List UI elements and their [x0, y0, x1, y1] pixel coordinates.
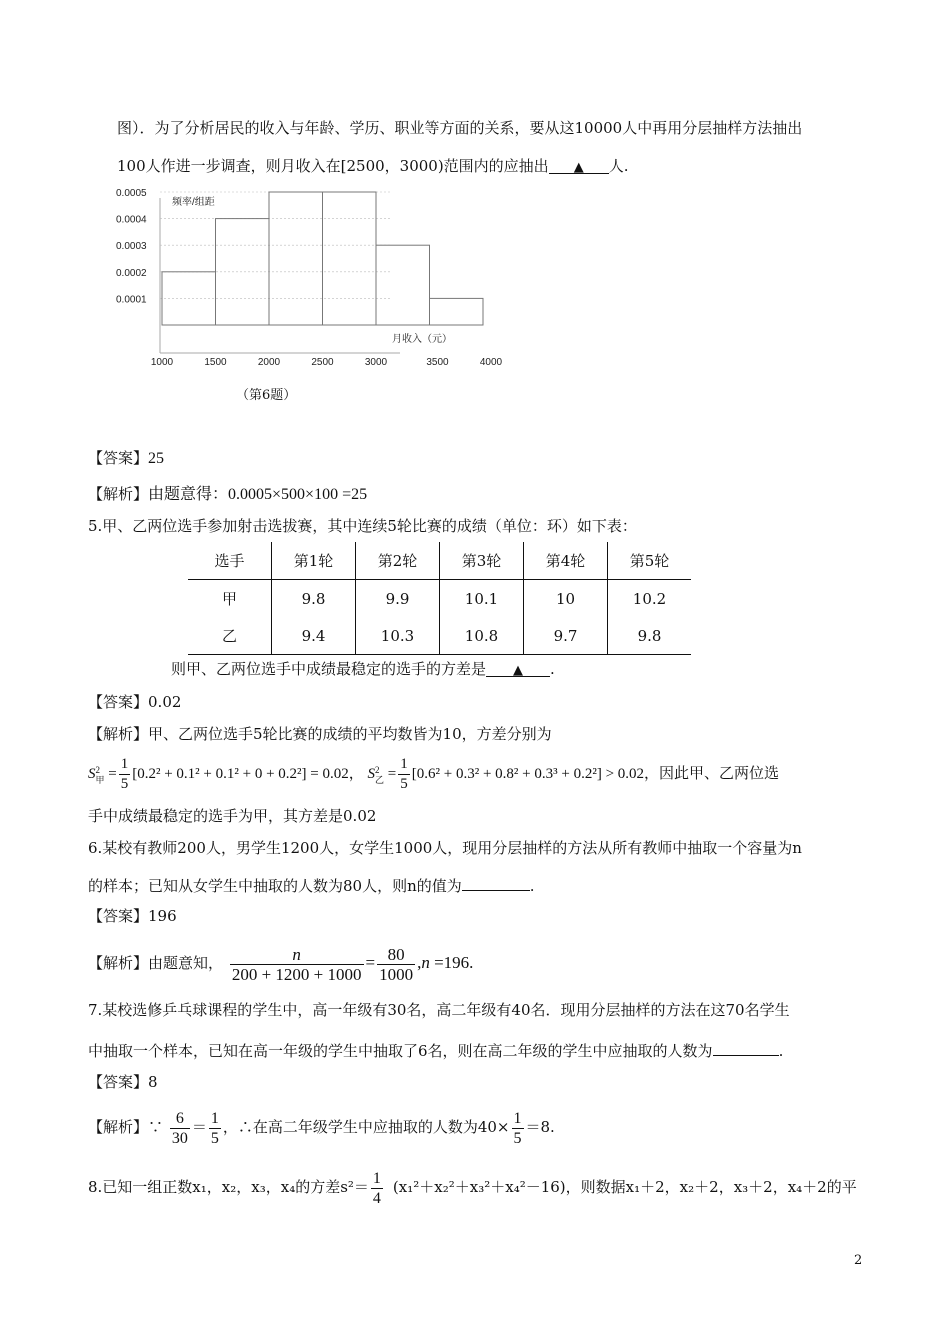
x-tick-label: 3000	[364, 357, 388, 368]
chart-root	[116, 188, 503, 368]
q4-analysis	[88, 484, 367, 505]
table-cell: 9.8	[272, 580, 356, 618]
scores-table-header	[188, 542, 691, 580]
table-cell: 10.2	[608, 580, 692, 618]
table-header-cell: 第5轮	[608, 542, 692, 580]
table-cell: 9.7	[524, 617, 608, 655]
q5-question-end: .	[550, 660, 555, 678]
frac-num: n	[230, 945, 364, 965]
q5-question-text: 则甲、乙两位选手中成绩最稳定的选手的方差是	[171, 660, 487, 678]
q7-fraction-a	[170, 1109, 190, 1148]
var-sub-a: 甲	[95, 774, 105, 785]
frac-den: 5	[120, 776, 129, 793]
frac-den: 5	[513, 1129, 522, 1147]
answer-blank	[462, 873, 530, 891]
histogram-bar	[269, 192, 323, 325]
q8-fraction	[371, 1169, 383, 1208]
q5-answer-value: 0.02	[148, 693, 182, 711]
table-cell: 甲	[221, 590, 237, 608]
q4-analysis-text: 由题意得：0.0005×500×100 =25	[148, 486, 368, 503]
income-histogram	[110, 188, 503, 418]
eq-sign: ＝	[191, 1118, 207, 1136]
q4-answer-value: 25	[148, 450, 165, 467]
var-sup-b: 2	[375, 764, 380, 775]
q6-tail-var: n	[421, 953, 430, 972]
y-axis-label: 频率/组距	[172, 197, 215, 208]
table-row	[188, 617, 691, 655]
table-header-cell: 第3轮	[440, 542, 524, 580]
frac-den: 30	[171, 1129, 188, 1147]
q5-analysis	[88, 724, 552, 744]
x-tick-label: 2000	[257, 357, 281, 368]
x-tick-label: 4000	[479, 357, 503, 368]
q5-analysis-text: 甲、乙两位选手5轮比赛的成绩的平均数皆为10，方差分别为	[148, 725, 552, 743]
q7-answer	[88, 1072, 158, 1092]
x-tick-label: 3500	[426, 357, 449, 368]
q7-tail: ＝8.	[525, 1118, 555, 1136]
q7-stem-line-1: 7.某校选修乒乓球课程的学生中，高一年级有30名，高二年级有40名．现用分层抽样的方法在这70名学生	[88, 1001, 790, 1019]
histogram-bar	[430, 298, 484, 325]
table-header-cell: 选手	[188, 542, 272, 580]
q7-answer-label: 【答案】	[88, 1073, 149, 1091]
answer-blank	[486, 659, 550, 677]
q7-analysis-label: 【解析】	[88, 1118, 149, 1136]
y-tick-label: 0.0002	[116, 267, 147, 279]
frac-den: 200 + 1200 + 1000	[231, 964, 362, 984]
table-header-cell: 第4轮	[524, 542, 608, 580]
frac-den: 5	[400, 776, 408, 793]
table-cell: 10	[524, 580, 608, 618]
y-tick-label: 0.0004	[116, 214, 147, 226]
page-number: 2	[854, 1253, 863, 1268]
q6-tail-sep: ,	[417, 953, 422, 972]
q5-analysis-label: 【解析】	[88, 725, 149, 743]
q5-variance-formula	[88, 752, 779, 796]
intro-line-2-text: 100人作进一步调查，则月收入在[2500，3000)范围内的应抽出	[117, 157, 549, 175]
eq-sign: =	[108, 766, 117, 782]
y-tick-label: 0.0003	[116, 241, 147, 253]
separator: ，	[348, 766, 364, 782]
q8-stem-suffix: (x₁²＋x₂²＋x₃²＋x₄²－16)，则数据x₁＋2，x₂＋2，x₃＋2，x₄＋2的平	[392, 1178, 857, 1196]
q7-fraction-c	[512, 1109, 524, 1148]
q6-fraction-right	[377, 945, 415, 984]
q6-analysis-label: 【解析】	[88, 954, 149, 972]
q6-answer	[88, 906, 177, 926]
frac-den: 1000	[379, 964, 414, 984]
q4-answer-label: 【答案】	[88, 449, 149, 467]
x-tick-label: 1000	[150, 357, 174, 368]
frac-num: 1	[210, 1109, 219, 1127]
table-cell: 10.1	[440, 580, 524, 618]
intro-line-2	[117, 156, 628, 176]
formula-b: [0.6² + 0.3² + 0.8² + 0.3³ + 0.2²] > 0.02	[411, 766, 645, 782]
q5-answer	[88, 692, 181, 712]
q6-stem-text: 的样本；已知从女学生中抽取的人数为80人，则n的值为	[88, 877, 462, 895]
eq-sign: =	[387, 766, 397, 782]
frac-den: 4	[372, 1189, 381, 1207]
frac-den: 5	[210, 1129, 219, 1147]
eq-sign: =	[365, 953, 376, 972]
y-tick-label: 0.0005	[116, 188, 147, 199]
histogram-bar	[376, 245, 430, 325]
var-symbol-b: S	[367, 766, 376, 782]
q6-answer-label: 【答案】	[88, 907, 149, 925]
because-symbol: ∵	[148, 1118, 164, 1136]
q6-tail-value: =196.	[429, 953, 474, 972]
q8-stem	[88, 1164, 857, 1210]
frac-num: 1	[398, 755, 410, 775]
answer-blank	[713, 1038, 779, 1056]
frac-num: 1	[119, 755, 131, 775]
q4-analysis-label: 【解析】	[88, 485, 149, 503]
histogram-bar	[323, 192, 377, 325]
var-sub-b: 乙	[375, 774, 385, 785]
q6-stem-line-2	[88, 873, 535, 896]
scores-table	[188, 542, 691, 655]
frac-num: 80	[377, 945, 415, 965]
q7-analysis	[88, 1104, 555, 1150]
table-header-cell: 第2轮	[356, 542, 440, 580]
q6-stem-end: .	[529, 877, 535, 895]
x-axis-label: 月收入（元）	[392, 334, 452, 345]
x-tick-label: 2500	[311, 357, 334, 368]
blank-marker: ▲	[513, 663, 524, 678]
table-cell: 9.4	[272, 617, 356, 655]
intro-line-2-suffix: 人.	[608, 157, 629, 175]
blank-marker: ▲	[573, 160, 584, 175]
q4-answer	[88, 448, 164, 469]
q5-analysis-line-3: 手中成绩最稳定的选手为甲，其方差是0.02	[88, 807, 377, 825]
intro-line-1: 图）．为了分析居民的收入与年龄、学历、职业等方面的关系，要从这10000人中再用分层抽样方法抽出	[117, 119, 803, 137]
q6-tail	[417, 953, 473, 972]
fraction-one-fifth	[398, 755, 410, 794]
frac-num: 1	[372, 1169, 381, 1187]
q5-stem: 5.甲、乙两位选手参加射击选拔赛，其中连续5轮比赛的成绩（单位：环）如下表：	[88, 517, 637, 535]
q6-stem-line-1: 6.某校有教师200人，男学生1200人，女学生1000人，现用分层抽样的方法从所有教师中抽取一个容量为n	[88, 839, 802, 857]
q7-stem-text: 中抽取一个样本，已知在高一年级的学生中抽取了6名，则在高二年级的学生中应抽取的人数为	[88, 1042, 713, 1060]
answer-blank	[549, 156, 609, 174]
formula-a: [0.2² + 0.1² + 0.1² + 0 + 0.2²] = 0.02	[132, 766, 349, 782]
y-tick-label: 0.0001	[116, 294, 147, 306]
q7-middle: ，∴在高二年级学生中应抽取的人数为40×	[222, 1118, 510, 1136]
q6-answer-value: 196	[148, 907, 177, 925]
table-row	[188, 580, 691, 618]
frac-num: 1	[513, 1109, 522, 1127]
table-cell: 10.3	[356, 617, 440, 655]
q7-answer-value: 8	[148, 1073, 158, 1091]
x-tick-label: 1500	[204, 357, 227, 368]
chart-caption: （第6题）	[236, 388, 297, 403]
q6-analysis-prefix: 由题意知，	[148, 954, 224, 972]
table-cell: 10.8	[440, 617, 524, 655]
frac-num: 6	[170, 1109, 190, 1129]
table-cell: 乙	[188, 617, 272, 655]
q6-fraction-left	[230, 945, 364, 984]
q7-fraction-b	[209, 1109, 221, 1148]
table-cell: 9.9	[356, 580, 440, 618]
q7-stem-line-2	[88, 1038, 783, 1061]
q5-question	[171, 659, 555, 679]
q8-stem-prefix: 8.已知一组正数x₁，x₂，x₃，x₄的方差s²＝	[88, 1178, 369, 1196]
formula-tail: ，因此甲、乙两位选	[644, 766, 780, 782]
q6-analysis	[88, 940, 473, 986]
q7-stem-end: .	[778, 1042, 784, 1060]
var-symbol-a: S	[88, 766, 96, 782]
table-cell: 9.8	[608, 617, 692, 655]
table-header-cell: 第1轮	[272, 542, 356, 580]
fraction-one-fifth	[119, 755, 131, 794]
var-sup-a: 2	[95, 764, 100, 775]
q5-answer-label: 【答案】	[88, 693, 149, 711]
